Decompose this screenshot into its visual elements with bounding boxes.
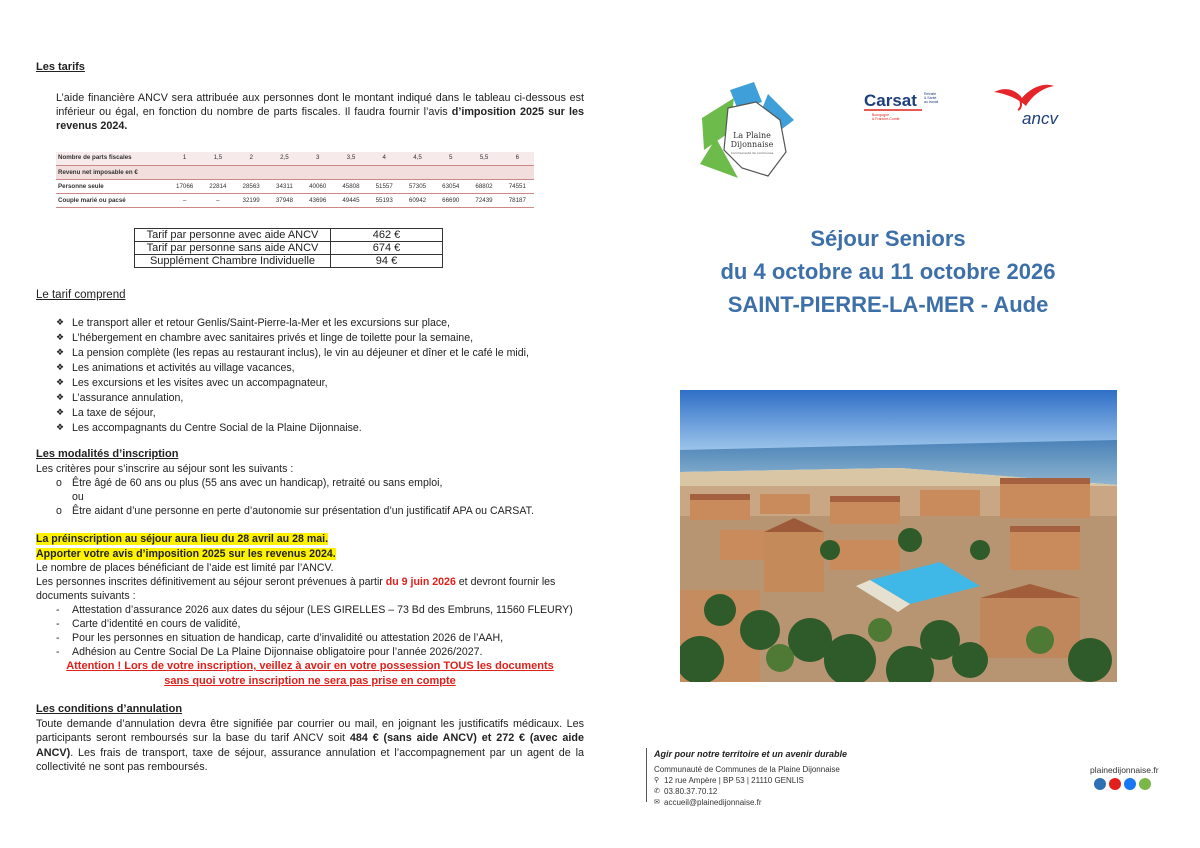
- diamond-bullet-icon: ❖: [56, 362, 65, 372]
- fiscal-value-cell: 37948: [268, 194, 301, 208]
- fiscal-row-label: Personne seule: [56, 180, 168, 194]
- fiscal-value-cell: 72439: [467, 194, 500, 208]
- fiscal-value-cell: 40060: [301, 180, 334, 194]
- criteria-or: ou: [72, 491, 84, 504]
- location-icon: ⚲: [654, 777, 660, 784]
- highlight-avis: Apporter votre avis d’imposition 2025 sur les revenus 2024.: [36, 547, 336, 560]
- fiscal-part-cell: 1: [168, 152, 201, 166]
- fiscal-part-cell: 5: [434, 152, 467, 166]
- diamond-bullet-icon: ❖: [56, 377, 65, 387]
- diamond-bullet-icon: ❖: [56, 347, 65, 357]
- fiscal-value-cell: 17066: [168, 180, 201, 194]
- fiscal-revenue-row: [56, 166, 534, 180]
- resort-photo: [680, 390, 1117, 682]
- fiscal-value-cell: 78187: [501, 194, 534, 208]
- fiscal-value-cell: 34311: [268, 180, 301, 194]
- comprend-item: ❖ Les animations et activités au village vacances,: [56, 361, 295, 374]
- carsat-logo: [862, 86, 952, 122]
- price-label: Tarif par personne sans aide ANCV: [135, 242, 331, 255]
- fiscal-value-cell: 63054: [434, 180, 467, 194]
- svg-text:& Franche-Comté: & Franche-Comté: [872, 117, 900, 121]
- fiscal-value-cell: 74551: [501, 180, 534, 194]
- fiscal-value-cell: –: [168, 194, 201, 208]
- document-item: - Attestation d’assurance 2026 aux dates du séjour (LES GIRELLES – 73 Bd des Embruns, 11560 FLEURY): [56, 603, 573, 616]
- footer-address-row: ⚲ 12 rue Ampère | BP 53 | 21110 GENLIS: [654, 776, 804, 785]
- diamond-bullet-icon: ❖: [56, 407, 65, 417]
- places-text: Le nombre de places bénéficiant de l’aide est limité par l’ANCV.: [36, 561, 334, 574]
- ancv-logo: [988, 78, 1068, 128]
- fiscal-value-cell: 68802: [467, 180, 500, 194]
- comprend-item: ❖ Le transport aller et retour Genlis/Saint-Pierre-la-Mer et les excursions sur place,: [56, 316, 450, 329]
- facebook-icon[interactable]: [1124, 778, 1136, 790]
- modalites-heading: Les modalités d’inscription: [36, 448, 179, 461]
- left-column: [36, 60, 584, 774]
- fiscal-part-cell: 2,5: [268, 152, 301, 166]
- plaine-logo-name-1: La Plaine: [733, 131, 771, 140]
- final-text: Les personnes inscrites définitivement au séjour seront prévenues à partir du 9 juin 2026 et devront fournir les documents suivants :: [36, 575, 556, 602]
- svg-text:& Santé: & Santé: [924, 96, 937, 100]
- annulation-heading: Les conditions d’annulation: [36, 703, 183, 716]
- documents-list: [56, 603, 584, 659]
- fiscal-part-cell: 1,5: [201, 152, 234, 166]
- document-item: - Carte d’identité en cours de validité,: [56, 617, 241, 630]
- fiscal-value-cell: 66690: [434, 194, 467, 208]
- comprend-list: [56, 315, 584, 435]
- price-table: [134, 228, 443, 268]
- title-line-3: SAINT-PIERRE-LA-MER - Aude: [727, 292, 1049, 317]
- svg-text:Retraite: Retraite: [924, 92, 937, 96]
- svg-text:Bourgogne: Bourgogne: [872, 113, 890, 117]
- fiscal-value-cell: –: [201, 194, 234, 208]
- comprend-item: ❖ La pension complète (les repas au restaurant inclus), le vin au déjeuner et dîner et le café le midi,: [56, 346, 529, 359]
- tarifs-heading: Les tarifs: [36, 61, 85, 73]
- price-row: [135, 242, 443, 255]
- comprend-item: ❖ L’assurance annulation,: [56, 391, 184, 404]
- plaine-dijonnaise-logo: [694, 80, 798, 184]
- price-value: 674 €: [331, 242, 443, 255]
- footer-phone-row: ✆ 03.80.37.70.12: [654, 787, 718, 796]
- comprend-item: ❖ L’hébergement en chambre avec sanitaires privés et linge de toilette pour la semaine,: [56, 331, 474, 344]
- highlight-dates: La préinscription au séjour aura lieu du 28 avril au 28 mai.: [36, 533, 329, 546]
- plaine-logo-name-2: Dijonnaise: [730, 140, 774, 149]
- diamond-bullet-icon: ❖: [56, 392, 65, 402]
- price-row: [135, 255, 443, 268]
- fiscal-value-cell: 60942: [401, 194, 434, 208]
- fiscal-revenue-label: Revenu net imposable en €: [56, 166, 534, 180]
- fiscal-value-cell: 49445: [334, 194, 367, 208]
- fiscal-data-row: [56, 180, 534, 194]
- plaine-logo-sub: Communauté de communes: [730, 151, 774, 155]
- fiscal-part-cell: 4,5: [401, 152, 434, 166]
- comprend-item: ❖ La taxe de séjour,: [56, 406, 156, 419]
- leaf-icon[interactable]: [1139, 778, 1151, 790]
- fiscal-header-row: [56, 152, 534, 166]
- fiscal-part-cell: 6: [501, 152, 534, 166]
- fiscal-value-cell: 43696: [301, 194, 334, 208]
- criteria-item: o Être âgé de 60 ans ou plus (55 ans avec un handicap), retraité ou sans emploi,: [56, 477, 443, 490]
- website-link[interactable]: plainedijonnaise.fr: [1090, 765, 1159, 775]
- fiscal-value-cell: 28563: [235, 180, 268, 194]
- price-value: 462 €: [331, 229, 443, 242]
- footer-contact: [654, 749, 847, 808]
- tarifs-intro: L’aide financière ANCV sera attribuée aux personnes dont le montant indiqué dans le tableau ci-dessous est inférieur ou égal, en fonction du nombre de parts fiscales. Il faudra fournir l’avis d’imposition 2025 sur les revenus 2024.: [56, 91, 584, 133]
- fiscal-value-cell: 32199: [235, 194, 268, 208]
- price-row: [135, 229, 443, 242]
- fiscal-data-row: [56, 194, 534, 208]
- price-value: 94 €: [331, 255, 443, 268]
- diamond-bullet-icon: ❖: [56, 317, 65, 327]
- modalites-intro: Les critères pour s’inscrire au séjour sont les suivants :: [36, 463, 294, 476]
- linkedin-icon[interactable]: [1094, 778, 1106, 790]
- warning-line-2: sans quoi votre inscription ne sera pas prise en compte: [164, 674, 456, 687]
- fiscal-header-label: Nombre de parts fiscales: [56, 152, 168, 166]
- price-label: Supplément Chambre Individuelle: [135, 255, 331, 268]
- diamond-bullet-icon: ❖: [56, 422, 65, 432]
- ancv-logo-text: ancv: [1022, 109, 1058, 128]
- footer-org: Communauté de Communes de la Plaine Dijonnaise: [654, 765, 840, 774]
- title-line-1: Séjour Seniors: [810, 226, 966, 251]
- fiscal-part-cell: 3,5: [334, 152, 367, 166]
- criteria-item: o Être aidant d’une personne en perte d’autonomie sur présentation d’un justificatif APA ou CARSAT.: [56, 505, 534, 518]
- phone-icon: ✆: [654, 788, 660, 795]
- criteria-list: [56, 476, 584, 518]
- event-title: [680, 222, 1096, 321]
- footer-tagline: Agir pour notre territoire et un avenir durable: [654, 749, 848, 759]
- mail-icon: ✉: [654, 799, 660, 806]
- comprend-item: ❖ Les excursions et les visites avec un accompagnateur,: [56, 376, 328, 389]
- diamond-bullet-icon: ❖: [56, 332, 65, 342]
- fiscal-part-cell: 4: [368, 152, 401, 166]
- annulation-text: Toute demande d’annulation devra être signifiée par courrier ou mail, en joignant les justificatifs médicaux. Les participants seront remboursés sur la base du tarif ANCV soit 484 € (sans aide ANCV) et 272 € (avec aide ANCV). Les frais de transport, taxe de séjour, assurance annulation et l’accompagnement par un agent de la collectivité ne sont pas remboursés.: [36, 718, 584, 774]
- fiscal-part-cell: 2: [235, 152, 268, 166]
- fiscal-value-cell: 55193: [368, 194, 401, 208]
- comprend-heading: Le tarif comprend: [36, 289, 126, 302]
- fiscal-part-cell: 5,5: [467, 152, 500, 166]
- svg-text:au travail: au travail: [924, 100, 939, 104]
- carsat-logo-text: Carsat: [864, 91, 917, 110]
- youtube-icon[interactable]: [1109, 778, 1121, 790]
- footer-email-row[interactable]: ✉ accueil@plainedijonnaise.fr: [654, 798, 762, 807]
- preinscription-block: [36, 532, 584, 602]
- social-icons: [1094, 778, 1151, 790]
- title-line-2: du 4 octobre au 11 octobre 2026: [720, 259, 1056, 284]
- fiscal-value-cell: 57305: [401, 180, 434, 194]
- document-item: - Pour les personnes en situation de handicap, carte d’invalidité ou attestation 2026 de l’AAH,: [56, 631, 504, 644]
- fiscal-value-cell: 22814: [201, 180, 234, 194]
- footer-divider: [646, 748, 647, 802]
- fiscal-value-cell: 51557: [368, 180, 401, 194]
- fiscal-parts-table: [56, 152, 534, 209]
- document-item: - Adhésion au Centre Social De La Plaine Dijonnaise obligatoire pour l’année 2026/2027.: [56, 646, 483, 659]
- fiscal-value-cell: 45808: [334, 180, 367, 194]
- price-label: Tarif par personne avec aide ANCV: [135, 229, 331, 242]
- comprend-item: ❖ Les accompagnants du Centre Social de la Plaine Dijonnaise.: [56, 421, 362, 434]
- warning-line-1: Attention ! Lors de votre inscription, veillez à avoir en votre possession TOUS les documents: [66, 660, 554, 673]
- fiscal-part-cell: 3: [301, 152, 334, 166]
- fiscal-row-label: Couple marié ou pacsé: [56, 194, 168, 208]
